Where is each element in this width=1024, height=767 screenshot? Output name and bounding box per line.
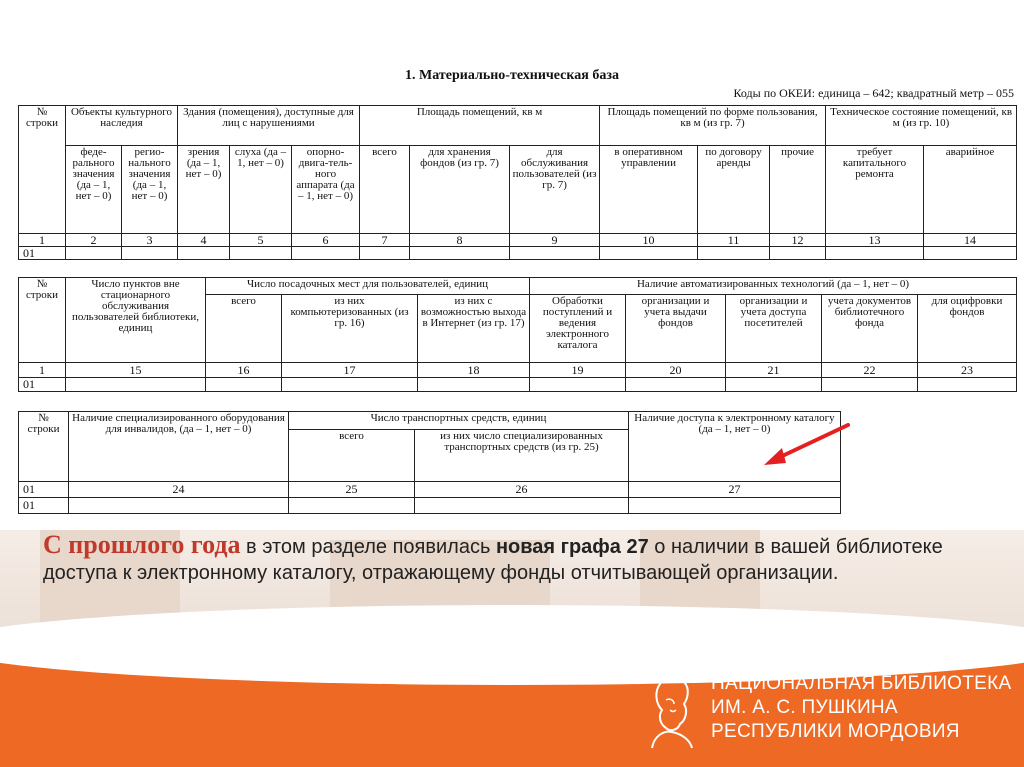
header-automation: Наличие автоматизированных технологий (да – 1, нет – 0) bbox=[530, 278, 1017, 295]
header-total: всего bbox=[360, 146, 410, 234]
col-number: 10 bbox=[600, 234, 698, 247]
header-row-no: № строки bbox=[19, 106, 66, 234]
header-motor: опорно-двига-тель-ного аппарата (да – 1, нет – 0) bbox=[292, 146, 360, 234]
header-transport: Число транспортных средств, единиц bbox=[289, 412, 629, 430]
library-logo bbox=[711, 672, 1011, 744]
col-number: 12 bbox=[770, 234, 826, 247]
header-digit: для оцифровки фондов bbox=[918, 295, 1017, 363]
col-number: 6 bbox=[292, 234, 360, 247]
header-objects: Объекты культурного наследия bbox=[66, 106, 178, 146]
explanation-text bbox=[43, 532, 993, 586]
row-code: 01 bbox=[19, 482, 69, 498]
header-points: Число пунктов вне стационарного обслуживания пользователей библиотеки, единиц bbox=[66, 278, 206, 363]
header-regional: регио-нального значения (да – 1, нет – 0) bbox=[122, 146, 178, 234]
col-number: 23 bbox=[918, 363, 1017, 378]
col-number: 7 bbox=[360, 234, 410, 247]
col-number: 25 bbox=[289, 482, 415, 498]
table-seats-automation bbox=[18, 277, 1017, 392]
col-number: 3 bbox=[122, 234, 178, 247]
header-total: всего bbox=[206, 295, 282, 363]
header-equipment: Наличие специализированного оборудования для инвалидов, (да – 1, нет – 0) bbox=[69, 412, 289, 482]
highlight-text: С прошлого года bbox=[43, 530, 241, 559]
header-vision: зрения (да – 1, нет – 0) bbox=[178, 146, 230, 234]
header-hearing: слуха (да – 1, нет – 0) bbox=[230, 146, 292, 234]
header-row-no: № строки bbox=[19, 412, 69, 482]
col-number: 13 bbox=[826, 234, 924, 247]
col-number: 21 bbox=[726, 363, 822, 378]
form-title: 1. Материально-техническая база bbox=[405, 68, 619, 83]
header-internet: из них с возможностью выхода в Интернет (из гр. 17) bbox=[418, 295, 530, 363]
header-repair: требует капитального ремонта bbox=[826, 146, 924, 234]
header-storage: для хранения фондов (из гр. 7) bbox=[410, 146, 510, 234]
col-number: 17 bbox=[282, 363, 418, 378]
header-tech: Техническое состояние помещений, кв м (из гр. 10) bbox=[826, 106, 1017, 146]
header-other: прочие bbox=[770, 146, 826, 234]
col-number: 20 bbox=[626, 363, 726, 378]
col-number: 18 bbox=[418, 363, 530, 378]
row-code: 01 bbox=[19, 247, 66, 260]
row-code: 01 bbox=[19, 378, 66, 392]
header-federal: феде-рального значения (да – 1, нет – 0) bbox=[66, 146, 122, 234]
col-number: 9 bbox=[510, 234, 600, 247]
logo-line-3: РЕСПУБЛИКИ МОРДОВИЯ bbox=[711, 721, 960, 742]
col-number: 1 bbox=[19, 363, 66, 378]
header-issuing: организации и учета выдачи фондов bbox=[626, 295, 726, 363]
header-area-form: Площадь помещений по форме пользования, кв м (из гр. 7) bbox=[600, 106, 826, 146]
text-part-2: о наличии в вашей библиотеке доступа к электронному каталогу, отражающему фонды отчитывающей организации. bbox=[43, 536, 943, 584]
header-row-no: № строки bbox=[19, 278, 66, 363]
header-emergency: аварийное bbox=[924, 146, 1017, 234]
col-number: 19 bbox=[530, 363, 626, 378]
logo-line-2: ИМ. А. С. ПУШКИНА bbox=[711, 697, 898, 718]
header-docs: учета документов библиотечного фонда bbox=[822, 295, 918, 363]
table-material-base bbox=[18, 105, 1017, 260]
col-number: 16 bbox=[206, 363, 282, 378]
header-computer: из них компьютеризованных (из гр. 16) bbox=[282, 295, 418, 363]
col-number: 14 bbox=[924, 234, 1017, 247]
col-number: 4 bbox=[178, 234, 230, 247]
col-number: 15 bbox=[66, 363, 206, 378]
col-number: 26 bbox=[415, 482, 629, 498]
pushkin-portrait-icon bbox=[640, 670, 702, 750]
header-lease: по договору аренды bbox=[698, 146, 770, 234]
logo-line-1: НАЦИОНАЛЬНАЯ БИБЛИОТЕКА bbox=[711, 673, 1012, 694]
header-processing: Обработки поступлений и ведения электронного каталога bbox=[530, 295, 626, 363]
header-area: Площадь помещений, кв м bbox=[360, 106, 600, 146]
col-number: 27 bbox=[629, 482, 841, 498]
header-buildings: Здания (помещения), доступные для лиц с нарушениями bbox=[178, 106, 360, 146]
row-code: 01 bbox=[19, 498, 69, 514]
text-part-1: в этом разделе появилась bbox=[240, 536, 496, 558]
red-arrow-icon bbox=[760, 420, 850, 470]
header-operative: в оперативном управлении bbox=[600, 146, 698, 234]
col-number: 11 bbox=[698, 234, 770, 247]
col-number: 1 bbox=[19, 234, 66, 247]
header-special: из них число специализированных транспортных средств (из гр. 25) bbox=[415, 430, 629, 482]
header-seats: Число посадочных мест для пользователей, единиц bbox=[206, 278, 530, 295]
header-catalog: Наличие доступа к электронному каталогу (да – 1, нет – 0) bbox=[629, 412, 841, 482]
col-number: 5 bbox=[230, 234, 292, 247]
col-number: 22 bbox=[822, 363, 918, 378]
col-number: 8 bbox=[410, 234, 510, 247]
bold-text: новая графа 27 bbox=[495, 536, 649, 558]
header-total: всего bbox=[289, 430, 415, 482]
col-number: 2 bbox=[66, 234, 122, 247]
header-service: для обслуживания пользователей (из гр. 7) bbox=[510, 146, 600, 234]
col-number: 24 bbox=[69, 482, 289, 498]
okei-codes: Коды по ОКЕИ: единица – 642; квадратный метр – 055 bbox=[733, 86, 1014, 100]
header-access: организации и учета доступа посетителей bbox=[726, 295, 822, 363]
table-equipment-transport bbox=[18, 411, 841, 514]
